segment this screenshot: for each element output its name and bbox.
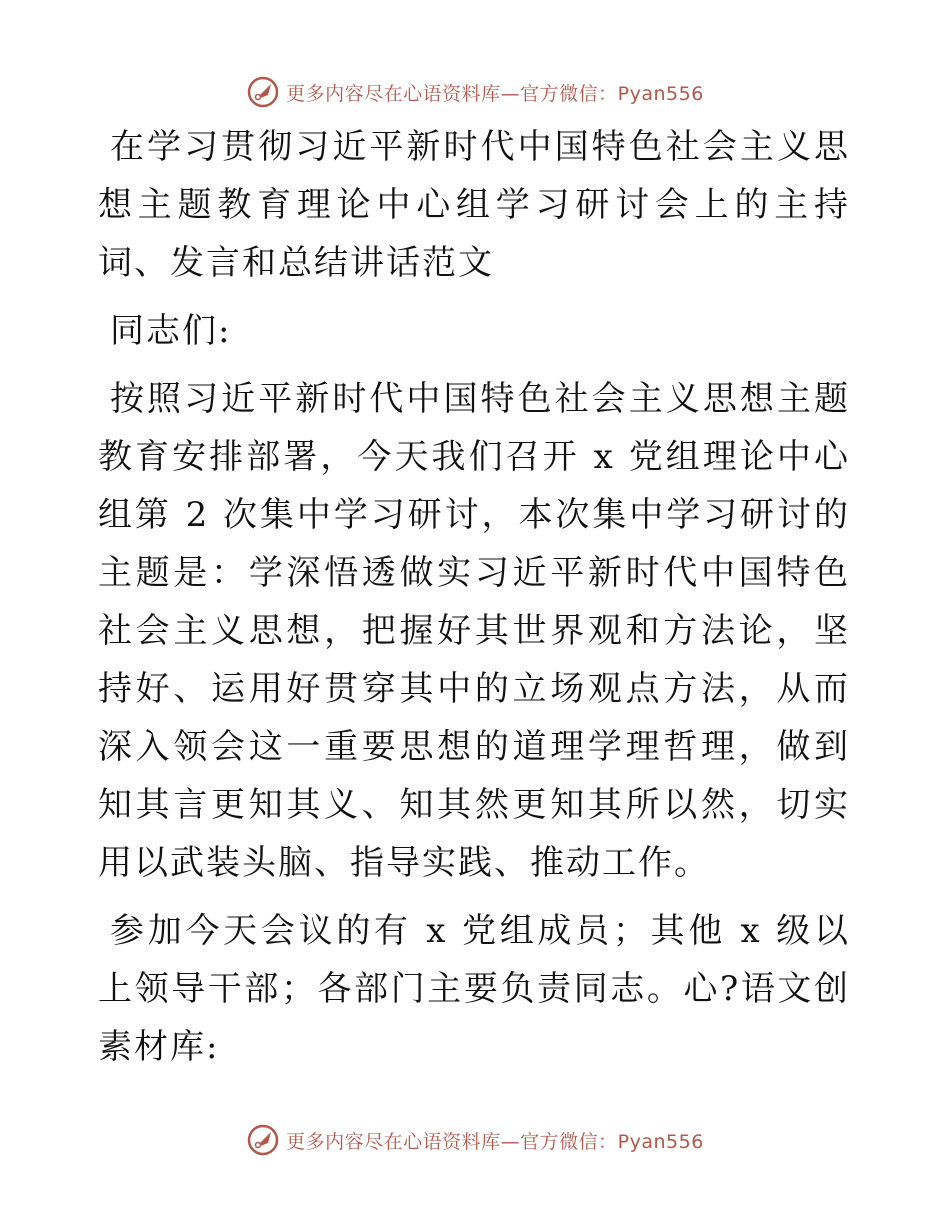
header-watermark — [0, 72, 950, 112]
greeting: 同志们: — [110, 311, 232, 351]
paragraph: 按照习近平新时代中国特色社会主义思想主题教育安排部署，今天我们召开 x 党组理论中心组第 2 次集中学习研讨，本次集中学习研讨的主题是：学深悟透做实习近平新时代中国特色社会主义思想，把握好其世界观和方法论，坚持好、运用好贯穿其中的立场观点方法，从而深入领会这一重要思想的道理学理哲理，做到知其言更知其义、知其然更知其所以然，切实用以武装头脑、指导实践、推动工作。 — [98, 379, 850, 883]
quill-logo-icon — [246, 1123, 280, 1157]
quill-logo-icon — [246, 75, 280, 109]
document-body — [98, 118, 850, 1076]
header-watermark-text: 更多内容尽在心语资料库—官方微信：Pyan556 — [286, 82, 704, 105]
footer-watermark-text: 更多内容尽在心语资料库—官方微信：Pyan556 — [286, 1130, 704, 1153]
paragraph: 参加今天会议的有 x 党组成员；其他 x 级以上领导干部；各部门主要负责同志。心?语文创素材库: — [98, 911, 850, 1067]
document-title: 在学习贯彻习近平新时代中国特色社会主义思想主题教育理论中心组学习研讨会上的主持词、发言和总结讲话范文 — [98, 127, 850, 283]
footer-watermark — [0, 1120, 950, 1160]
